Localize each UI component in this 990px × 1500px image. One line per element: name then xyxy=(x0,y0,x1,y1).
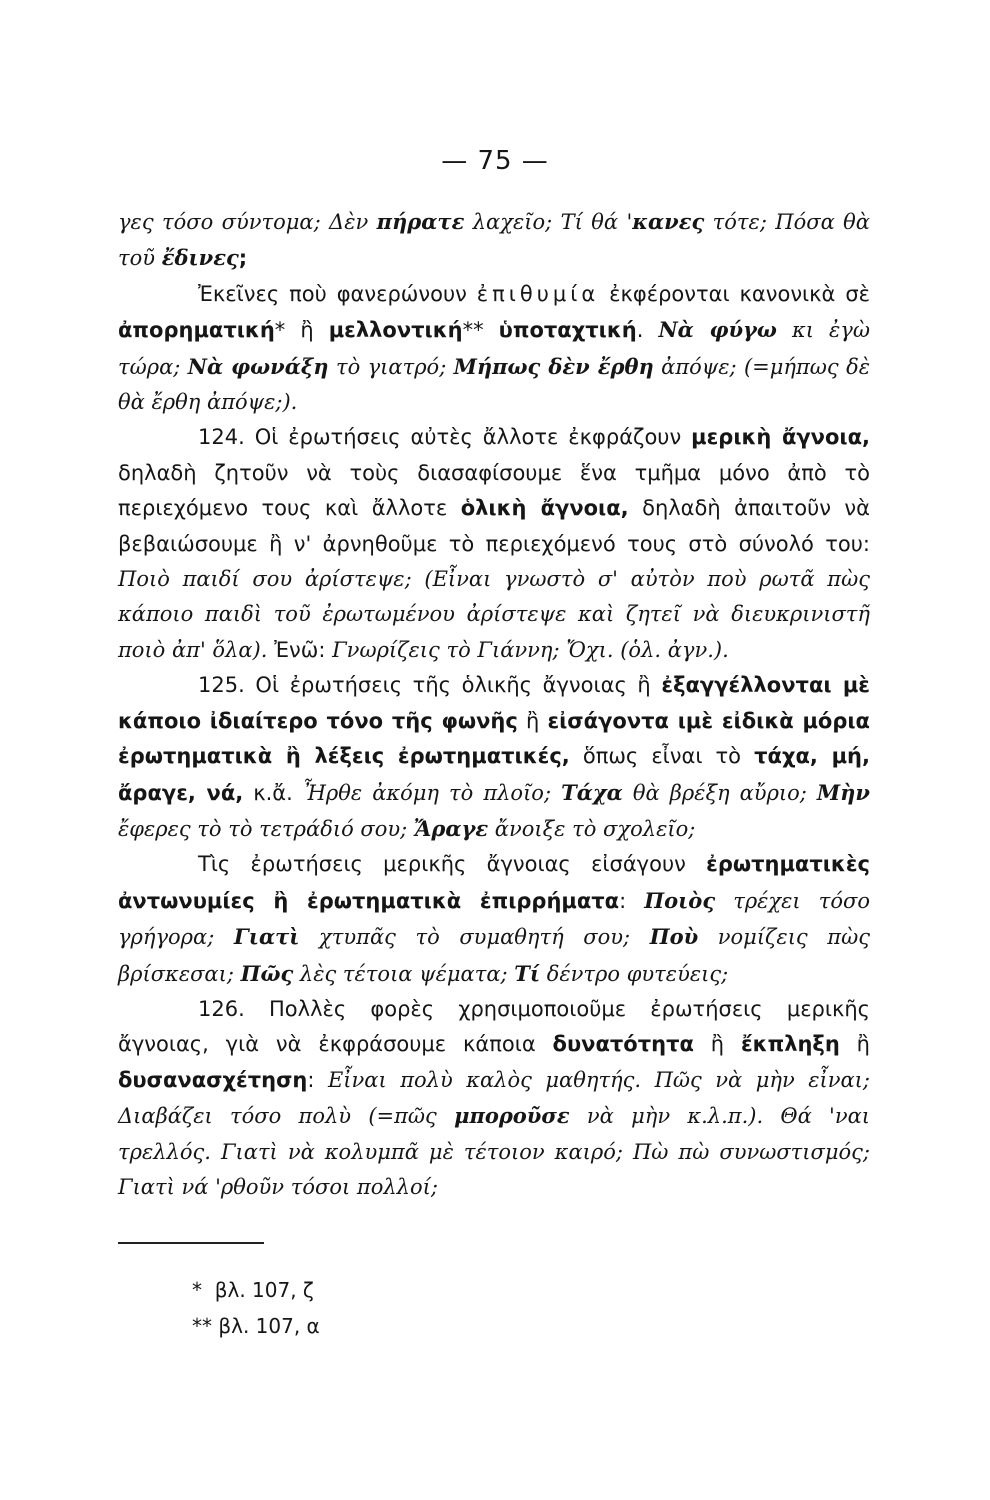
footnote: * βλ. 107, ζ xyxy=(192,1278,314,1302)
paragraph-continuation: γες τόσο σύντομα; Δὲν πήρατε λαχεῖο; Τί θά 'κανες τότε; Πόσα θὰ τοῦ ἔδινες; xyxy=(118,209,870,271)
paragraph-124: 124. Οἱ ἐρωτήσεις αὐτὲς ἄλλοτε ἐκφράζουν μερικὴ ἄγνοια, δηλαδὴ ζητοῦν νὰ τοὺς διασαφίσουμε ἕνα τμῆμα μόνο ἀπὸ τὸ περιεχόμενο τους καὶ ἄλλοτε ὁλικὴ ἄγνοια, δηλαδὴ ἀπαιτοῦν νὰ βεβαιώσουμε ἢ ν' ἀρνηθοῦμε τὸ περιεχόμενό τους στὸ σύνολό του: Ποιὸ παιδί σου ἀρίστεψε; (Εἶναι γνωστὸ σ' αὐτὸν ποὺ ρωτᾶ πὼς κάποιο παιδὶ τοῦ ἐρωτωμένου ἀρίστεψε καὶ ζητεῖ νὰ διευκρινιστῆ ποιὸ ἀπ' ὅλα). Ἐνῶ: Γνωρίζεις τὸ Γιάννη; Ὄχι. (ὁλ. ἀγν.). xyxy=(118,425,870,662)
body-text xyxy=(118,204,870,1205)
footnote-rule xyxy=(118,1242,264,1244)
paragraph-126: 126. Πολλὲς φορὲς χρησιμοποιοῦμε ἐρωτήσεις μερικῆς ἄγνοιας, γιὰ νὰ ἐκφράσουμε κάποια δυνατότητα ἢ ἔκπληξη ἢ δυσανασχέτηση: Εἶναι πολὺ καλὸς μαθητής. Πῶς νὰ μὴν εἶναι; Διαβάζει τόσο πολὺ (=πῶς μποροῦσε νὰ μὴν κ.λ.π.). Θά 'ναι τρελλός. Γιατὶ νὰ κολυμπᾶ μὲ τέτοιον καιρό; Πὼ πὼ συνωστισμός; Γιατὶ νά 'ρθοῦν τόσοι πολλοί; xyxy=(118,996,870,1199)
footnote: ** βλ. 107, α xyxy=(192,1314,320,1338)
paragraph-desire: Ἐκεῖνες ποὺ φανερώνουν ἐπιθυμία ἐκφέρονται κανονικὰ σὲ ἀπορηματική* ἢ μελλοντική** ὑποταχτική. Νὰ φύγω κι ἐγὼ τώρα; Νὰ φωνάξη τὸ γιατρό; Μήπως δὲν ἔρθη ἀπόψε; (=μήπως δὲ θὰ ἔρθη ἀπόψε;). xyxy=(118,281,870,415)
paragraph-partial-ignorance: Τὶς ἐρωτήσεις μερικῆς ἄγνοιας εἰσάγουν ἐρωτηματικὲς ἀντωνυμίες ἢ ἐρωτηματικὰ ἐπιρρήματα: Ποιὸς τρέχει τόσο γρήγορα; Γιατὶ χτυπᾶς τὸ συμαθητή σου; Ποὺ νομίζεις πὼς βρίσκεσαι; Πῶς λὲς τέτοια ψέματα; Τί δέντρο φυτεύεις; xyxy=(118,852,870,986)
paragraph-125: 125. Οἱ ἐρωτήσεις τῆς ὁλικῆς ἄγνοιας ἢ ἐξαγγέλλονται μὲ κάποιο ἰδιαίτερο τόνο τῆς φωνῆς ἢ εἰσάγοντα ιμὲ εἰδικὰ μόρια ἐρωτηματικὰ ἢ λέξεις ἐρωτηματικές, ὅπως εἶναι τὸ τάχα, μή, ἄραγε, νά, κ.ἄ. Ἦρθε ἀκόμη τὸ πλοῖο; Τάχα θὰ βρέξη αὔριο; Μὴν ἔφερες τὸ τὸ τετράδιό σου; Ἄραγε ἄνοιξε τὸ σχολεῖο; xyxy=(118,673,870,841)
page-number: — 75 — xyxy=(441,146,549,176)
footnotes xyxy=(192,1272,320,1344)
